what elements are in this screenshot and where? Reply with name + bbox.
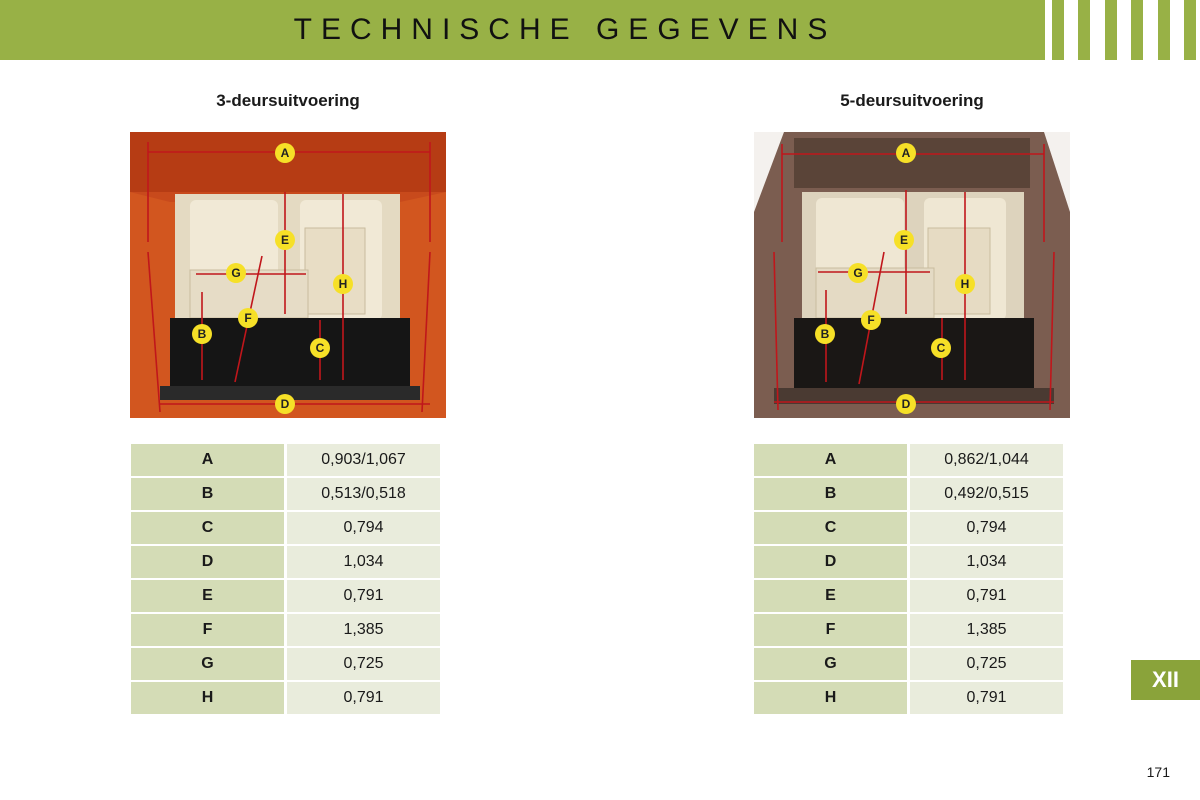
svg-text:B: B	[197, 327, 207, 341]
dimension-value: 0,791	[910, 682, 1063, 714]
dimension-value: 0,903/1,067	[287, 444, 440, 476]
table-row	[131, 648, 441, 682]
dimension-value: 0,513/0,518	[287, 478, 440, 510]
dimension-value: 1,385	[910, 614, 1063, 646]
header-stripe	[1052, 0, 1064, 60]
table-row	[754, 648, 1064, 682]
table-row	[131, 614, 441, 648]
table-row	[754, 478, 1064, 512]
dimension-value: 1,385	[287, 614, 440, 646]
table-row	[754, 512, 1064, 546]
section-title-3-door: 3-deursuitvoering	[216, 91, 360, 110]
svg-text:E: E	[899, 233, 909, 247]
svg-text:C: C	[936, 341, 946, 355]
svg-text:G: G	[853, 266, 863, 280]
svg-text:F: F	[867, 313, 875, 327]
table-row	[131, 580, 441, 614]
table-row	[131, 478, 441, 512]
spec-table-3-door	[131, 444, 441, 716]
dimension-key: G	[754, 648, 907, 680]
dimension-key: A	[131, 444, 284, 476]
dimension-value: 1,034	[910, 546, 1063, 578]
dimension-key: B	[131, 478, 284, 510]
dimension-value: 0,725	[910, 648, 1063, 680]
header-stripe	[1078, 0, 1090, 60]
svg-text:D: D	[901, 397, 911, 411]
dimension-value: 1,034	[287, 546, 440, 578]
dimension-value: 0,862/1,044	[910, 444, 1063, 476]
dimension-key: E	[754, 580, 907, 612]
svg-text:A: A	[901, 146, 911, 160]
svg-text:F: F	[244, 311, 252, 325]
svg-text:D: D	[280, 397, 290, 411]
svg-text:H: H	[338, 277, 348, 291]
dimension-key: E	[131, 580, 284, 612]
svg-text:B: B	[820, 327, 830, 341]
header-stripe	[1131, 0, 1143, 60]
dimension-key: D	[754, 546, 907, 578]
svg-text:E: E	[280, 233, 290, 247]
trunk-photo-3-door	[130, 132, 446, 418]
table-row	[131, 682, 441, 716]
header-stripe	[1105, 0, 1117, 60]
dimension-value: 0,725	[287, 648, 440, 680]
dimension-key: H	[754, 682, 907, 714]
table-row	[131, 512, 441, 546]
table-row	[131, 546, 441, 580]
dimension-key: B	[754, 478, 907, 510]
dimension-value: 0,791	[287, 682, 440, 714]
dimension-key: F	[754, 614, 907, 646]
dimension-value: 0,791	[287, 580, 440, 612]
table-row	[754, 546, 1064, 580]
dimension-value: 0,791	[910, 580, 1063, 612]
header-stripe	[1158, 0, 1170, 60]
table-row	[754, 580, 1064, 614]
dimension-key: D	[131, 546, 284, 578]
dimension-key: C	[754, 512, 907, 544]
table-row	[754, 614, 1064, 648]
trunk-photo-5-door	[754, 132, 1070, 418]
dimension-value: 0,794	[910, 512, 1063, 544]
table-row	[754, 444, 1064, 478]
dimension-key: F	[131, 614, 284, 646]
dimension-value: 0,794	[287, 512, 440, 544]
page-number: 171	[1146, 764, 1170, 780]
dimension-key: A	[754, 444, 907, 476]
dimension-value: 0,492/0,515	[910, 478, 1063, 510]
dimension-key: C	[131, 512, 284, 544]
page-title: TECHNISCHE GEGEVENS	[293, 13, 837, 46]
spec-table-5-door	[754, 444, 1064, 716]
svg-text:H: H	[960, 277, 970, 291]
dimension-key: H	[131, 682, 284, 714]
svg-text:G: G	[231, 266, 241, 280]
dimension-key: G	[131, 648, 284, 680]
header-stripe	[1184, 0, 1196, 60]
chapter-tab: XII	[1131, 660, 1200, 700]
table-row	[131, 444, 441, 478]
svg-text:C: C	[315, 341, 325, 355]
table-row	[754, 682, 1064, 716]
section-title-5-door: 5-deursuitvoering	[840, 91, 984, 110]
svg-text:A: A	[280, 146, 290, 160]
